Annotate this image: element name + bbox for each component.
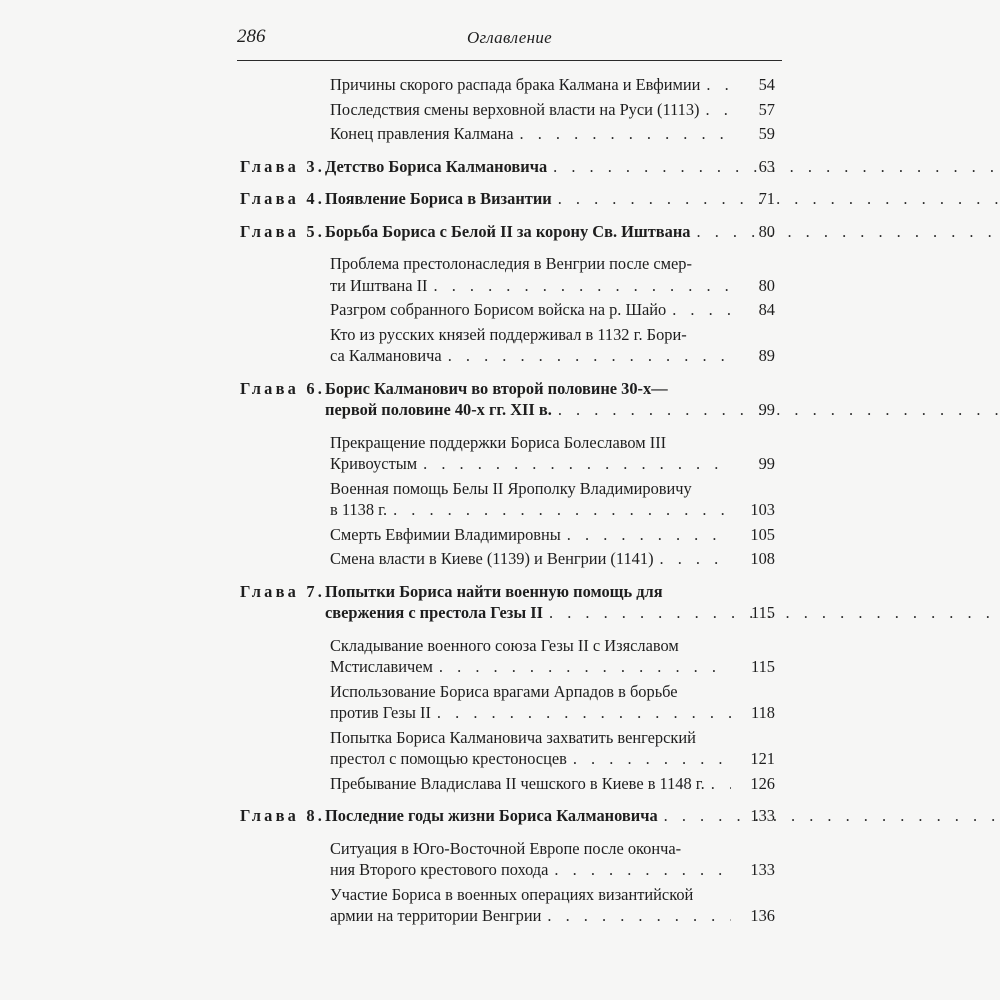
toc-section-entry[interactable]: [330, 635, 775, 678]
dot-leader: [573, 748, 731, 770]
toc-entry-title: Складывание военного союза Гезы II с Изяславом: [330, 635, 679, 655]
dot-leader: [697, 221, 1000, 243]
toc-entry-line: [330, 548, 731, 570]
toc-entry-body: [330, 524, 731, 546]
toc-entry-lines: [330, 299, 731, 321]
toc-entry-body: [330, 478, 731, 521]
toc-entry-line: [330, 773, 731, 795]
toc-entry-body: [330, 838, 731, 881]
toc-section-entry[interactable]: [330, 299, 775, 321]
chapter-label: Глава 3.: [240, 156, 326, 176]
toc-entry-line: [330, 838, 731, 860]
dot-leader: [439, 656, 731, 678]
toc-entry-lines: [325, 221, 1000, 243]
toc-section-entry[interactable]: [330, 773, 775, 795]
toc-page-number: 57: [758, 99, 775, 119]
toc-page-number: 103: [750, 500, 775, 519]
toc-entry-line: [330, 681, 731, 703]
toc-page-number: 118: [751, 703, 775, 722]
toc-entry-line: [330, 748, 731, 770]
toc-entry-body: [240, 221, 731, 243]
toc-entry-title: Пребывание Владислава II чешского в Киеве в 1148 г.: [330, 773, 705, 793]
toc-chapter-entry[interactable]: [240, 581, 775, 624]
toc-entry-body: [240, 378, 731, 421]
toc-entry-title: Борьба Бориса с Белой II за корону Св. Иштвана: [325, 221, 691, 241]
toc-entry-lines: [330, 773, 731, 795]
toc-page-number: 80: [758, 221, 775, 241]
toc-entry-title: в 1138 г.: [330, 500, 388, 519]
dot-leader: [520, 123, 731, 145]
toc-entry-title: престол с помощью крестоносцев: [330, 749, 567, 768]
toc-entry-lines: [330, 324, 731, 367]
toc-page-number: 108: [750, 549, 775, 568]
toc-page-number: 63: [758, 156, 775, 176]
running-header: [237, 26, 782, 61]
toc-entry-lines: [330, 884, 731, 927]
toc-entry-lines: [325, 581, 1000, 624]
toc-entry-body: [330, 74, 731, 96]
entry-spacer: [240, 624, 775, 635]
toc-entry-title: Причины скорого распада брака Калмана и Евфимии: [330, 75, 701, 94]
toc-entry-lines: [330, 253, 731, 296]
toc-section-entry[interactable]: [330, 99, 775, 121]
toc-entry-title: Последствия смены верховной власти на Руси (1113): [330, 99, 700, 119]
toc-entry-title: Борис Калманович во второй половине 30-х—: [325, 378, 668, 398]
toc-entry-lines: [330, 681, 731, 724]
toc-entry-line: [325, 156, 1000, 178]
toc-section-entry[interactable]: [330, 884, 775, 927]
toc-entry-line: [325, 399, 1000, 421]
toc-entry-lines: [330, 838, 731, 881]
entry-spacer: [240, 242, 775, 253]
toc-entry-line: [330, 478, 731, 500]
toc-chapter-entry[interactable]: [240, 221, 775, 243]
toc-page-number: 71: [758, 189, 775, 208]
entry-spacer: [240, 794, 775, 805]
toc-entry-lines: [330, 123, 731, 145]
toc-entry-line: [325, 378, 1000, 400]
toc-page-number: 136: [750, 906, 775, 925]
toc-chapter-entry[interactable]: [240, 156, 775, 178]
toc-entry-line: [325, 602, 1000, 624]
toc-entry-title: Детство Бориса Калмановича: [325, 156, 548, 176]
toc-entry-lines: [330, 635, 731, 678]
toc-page-number: 80: [758, 275, 775, 295]
toc-entry-line: [330, 702, 731, 724]
toc-entry-line: [330, 432, 731, 454]
toc-entry-line: [330, 499, 731, 521]
toc-entry-lines: [330, 727, 731, 770]
toc-entry-lines: [330, 74, 731, 96]
toc-entry-title: Смена власти в Киеве (1139) и Венгрии (1141): [330, 549, 654, 568]
dot-leader: [660, 548, 731, 570]
entry-spacer: [240, 421, 775, 432]
toc-entry-title: Проблема престолонаследия в Венгрии после смер-: [330, 254, 692, 273]
toc-section-entry[interactable]: [330, 548, 775, 570]
toc-entry-body: [330, 681, 731, 724]
toc-chapter-entry[interactable]: [240, 805, 775, 827]
entry-spacer: [240, 210, 775, 221]
toc-entry-body: [330, 884, 731, 927]
toc-entry-body: [240, 805, 731, 827]
toc-entry-body: [240, 581, 731, 624]
toc-entry-lines: [330, 99, 731, 121]
dot-leader: [558, 188, 1000, 210]
entry-spacer: [240, 177, 775, 188]
toc-entry-title: Прекращение поддержки Бориса Болеславом III: [330, 432, 667, 452]
toc-entry-title: Смерть Евфимии Владимировны: [330, 524, 561, 544]
dot-leader: [554, 859, 731, 881]
dot-leader: [448, 345, 731, 367]
entry-spacer: [240, 570, 775, 581]
toc-entry-line: [330, 656, 731, 678]
table-of-contents: [240, 74, 775, 927]
toc-section-entry[interactable]: [330, 123, 775, 145]
toc-entry-body: [330, 324, 731, 367]
toc-entry-body: [330, 727, 731, 770]
toc-entry-body: [330, 548, 731, 570]
toc-entry-line: [330, 905, 731, 927]
toc-entry-title: свержения с престола Гезы II: [325, 603, 543, 622]
dot-leader: [437, 702, 731, 724]
toc-entry-body: [330, 432, 731, 475]
toc-entry-title: Появление Бориса в Византии: [325, 189, 552, 208]
toc-page-number: 133: [750, 860, 775, 879]
dot-leader: [434, 275, 731, 297]
toc-page-number: 84: [758, 300, 775, 319]
toc-entry-line: [325, 581, 1000, 603]
toc-section-entry[interactable]: [330, 432, 775, 475]
chapter-label: Глава 7.: [240, 581, 326, 601]
toc-entry-title: Мстиславичем: [330, 657, 433, 676]
toc-entry-line: [330, 99, 731, 121]
toc-entry-line: [330, 275, 731, 297]
toc-section-entry[interactable]: [330, 478, 775, 521]
dot-leader: [423, 453, 731, 475]
toc-entry-lines: [330, 478, 731, 521]
toc-entry-title: армии на территории Венгрии: [330, 906, 542, 925]
entry-spacer: [240, 367, 775, 378]
toc-page-number: 54: [758, 75, 775, 94]
toc-entry-line: [330, 524, 731, 546]
dot-leader: [567, 524, 731, 546]
toc-entry-title: Ситуация в Юго-Восточной Европе после оконча-: [330, 838, 682, 858]
toc-entry-title: Использование Бориса врагами Арпадов в борьбе: [330, 681, 678, 701]
toc-entry-body: [330, 99, 731, 121]
toc-chapter-entry[interactable]: [240, 378, 775, 421]
toc-page-number: 133: [750, 806, 775, 825]
toc-entry-line: [330, 884, 731, 906]
toc-entry-title: Участие Бориса в военных операциях византийской: [330, 884, 694, 904]
toc-entry-body: [240, 188, 731, 210]
chapter-label: Глава 5.: [240, 221, 326, 241]
toc-entry-line: [330, 635, 731, 657]
toc-entry-title: Военная помощь Белы II Ярополку Владимировичу: [330, 478, 692, 498]
toc-entry-line: [330, 74, 731, 96]
toc-entry-line: [330, 453, 731, 475]
toc-entry-lines: [325, 188, 1000, 210]
toc-entry-title: Кто из русских князей поддерживал в 1132 г. Бори-: [330, 324, 687, 344]
toc-page-number: 115: [751, 603, 775, 622]
dot-leader: [558, 399, 1000, 421]
dot-leader: [706, 99, 731, 121]
dot-leader: [393, 499, 731, 521]
entry-spacer: [240, 145, 775, 156]
toc-page-number: 115: [751, 657, 775, 676]
dot-leader: [553, 156, 1000, 178]
toc-section-entry[interactable]: [330, 324, 775, 367]
toc-entry-lines: [330, 432, 731, 475]
toc-entry-line: [325, 805, 1000, 827]
chapter-label: Глава 4.: [240, 189, 326, 208]
toc-page-number: 121: [750, 749, 775, 768]
toc-entry-line: [325, 221, 1000, 243]
toc-entry-body: [330, 253, 731, 296]
toc-section-entry[interactable]: [330, 681, 775, 724]
toc-entry-lines: [325, 378, 1000, 421]
toc-entry-body: [330, 299, 731, 321]
page-number: 286: [237, 26, 266, 47]
toc-entry-title: Попытка Бориса Калмановича захватить венгерский: [330, 727, 696, 747]
toc-entry-body: [330, 123, 731, 145]
toc-section-entry[interactable]: [330, 524, 775, 546]
entry-spacer: [240, 827, 775, 838]
toc-entry-line: [330, 253, 731, 275]
toc-entry-title: первой половине 40-х гг. XII в.: [325, 400, 552, 419]
dot-leader: [706, 74, 731, 96]
toc-entry-title: Конец правления Калмана: [330, 124, 514, 143]
toc-page-number: 89: [758, 346, 775, 365]
toc-entry-body: [240, 156, 731, 178]
toc-entry-title: против Гезы II: [330, 703, 431, 722]
toc-entry-lines: [325, 805, 1000, 827]
toc-entry-line: [330, 123, 731, 145]
toc-section-entry[interactable]: [330, 253, 775, 296]
toc-page-number: 59: [758, 124, 775, 143]
toc-entry-title: Попытки Бориса найти военную помощь для: [325, 581, 663, 601]
toc-entry-line: [325, 188, 1000, 210]
toc-entry-lines: [330, 524, 731, 546]
dot-leader: [664, 805, 1000, 827]
toc-entry-title: ния Второго крестового похода: [330, 860, 549, 879]
toc-entry-title: са Калмановича: [330, 346, 442, 365]
toc-entry-line: [330, 727, 731, 749]
chapter-label: Глава 8.: [240, 806, 326, 825]
toc-section-entry[interactable]: [330, 838, 775, 881]
toc-entry-title: Кривоустым: [330, 454, 418, 473]
toc-page-number: 99: [758, 454, 775, 473]
toc-entry-body: [330, 635, 731, 678]
chapter-label: Глава 6.: [240, 378, 326, 398]
toc-entry-line: [330, 345, 731, 367]
toc-entry-title: ти Иштвана II: [330, 275, 428, 295]
toc-entry-line: [330, 324, 731, 346]
toc-chapter-entry[interactable]: [240, 188, 775, 210]
dot-leader: [711, 773, 731, 795]
dot-leader: [547, 905, 731, 927]
toc-section-entry[interactable]: [330, 727, 775, 770]
running-title: Оглавление: [466, 28, 553, 47]
toc-page-number: 126: [750, 773, 775, 793]
toc-section-entry[interactable]: [330, 74, 775, 96]
toc-page-number: 99: [758, 400, 775, 419]
toc-entry-title: Разгром собранного Борисом войска на р. Шайо: [330, 300, 667, 319]
toc-entry-line: [330, 859, 731, 881]
toc-entry-title: Последние годы жизни Бориса Калмановича: [325, 806, 658, 825]
toc-entry-lines: [330, 548, 731, 570]
toc-entry-line: [330, 299, 731, 321]
toc-page-number: 105: [750, 524, 775, 544]
toc-entry-lines: [325, 156, 1000, 178]
toc-entry-body: [330, 773, 731, 795]
dot-leader: [672, 299, 731, 321]
